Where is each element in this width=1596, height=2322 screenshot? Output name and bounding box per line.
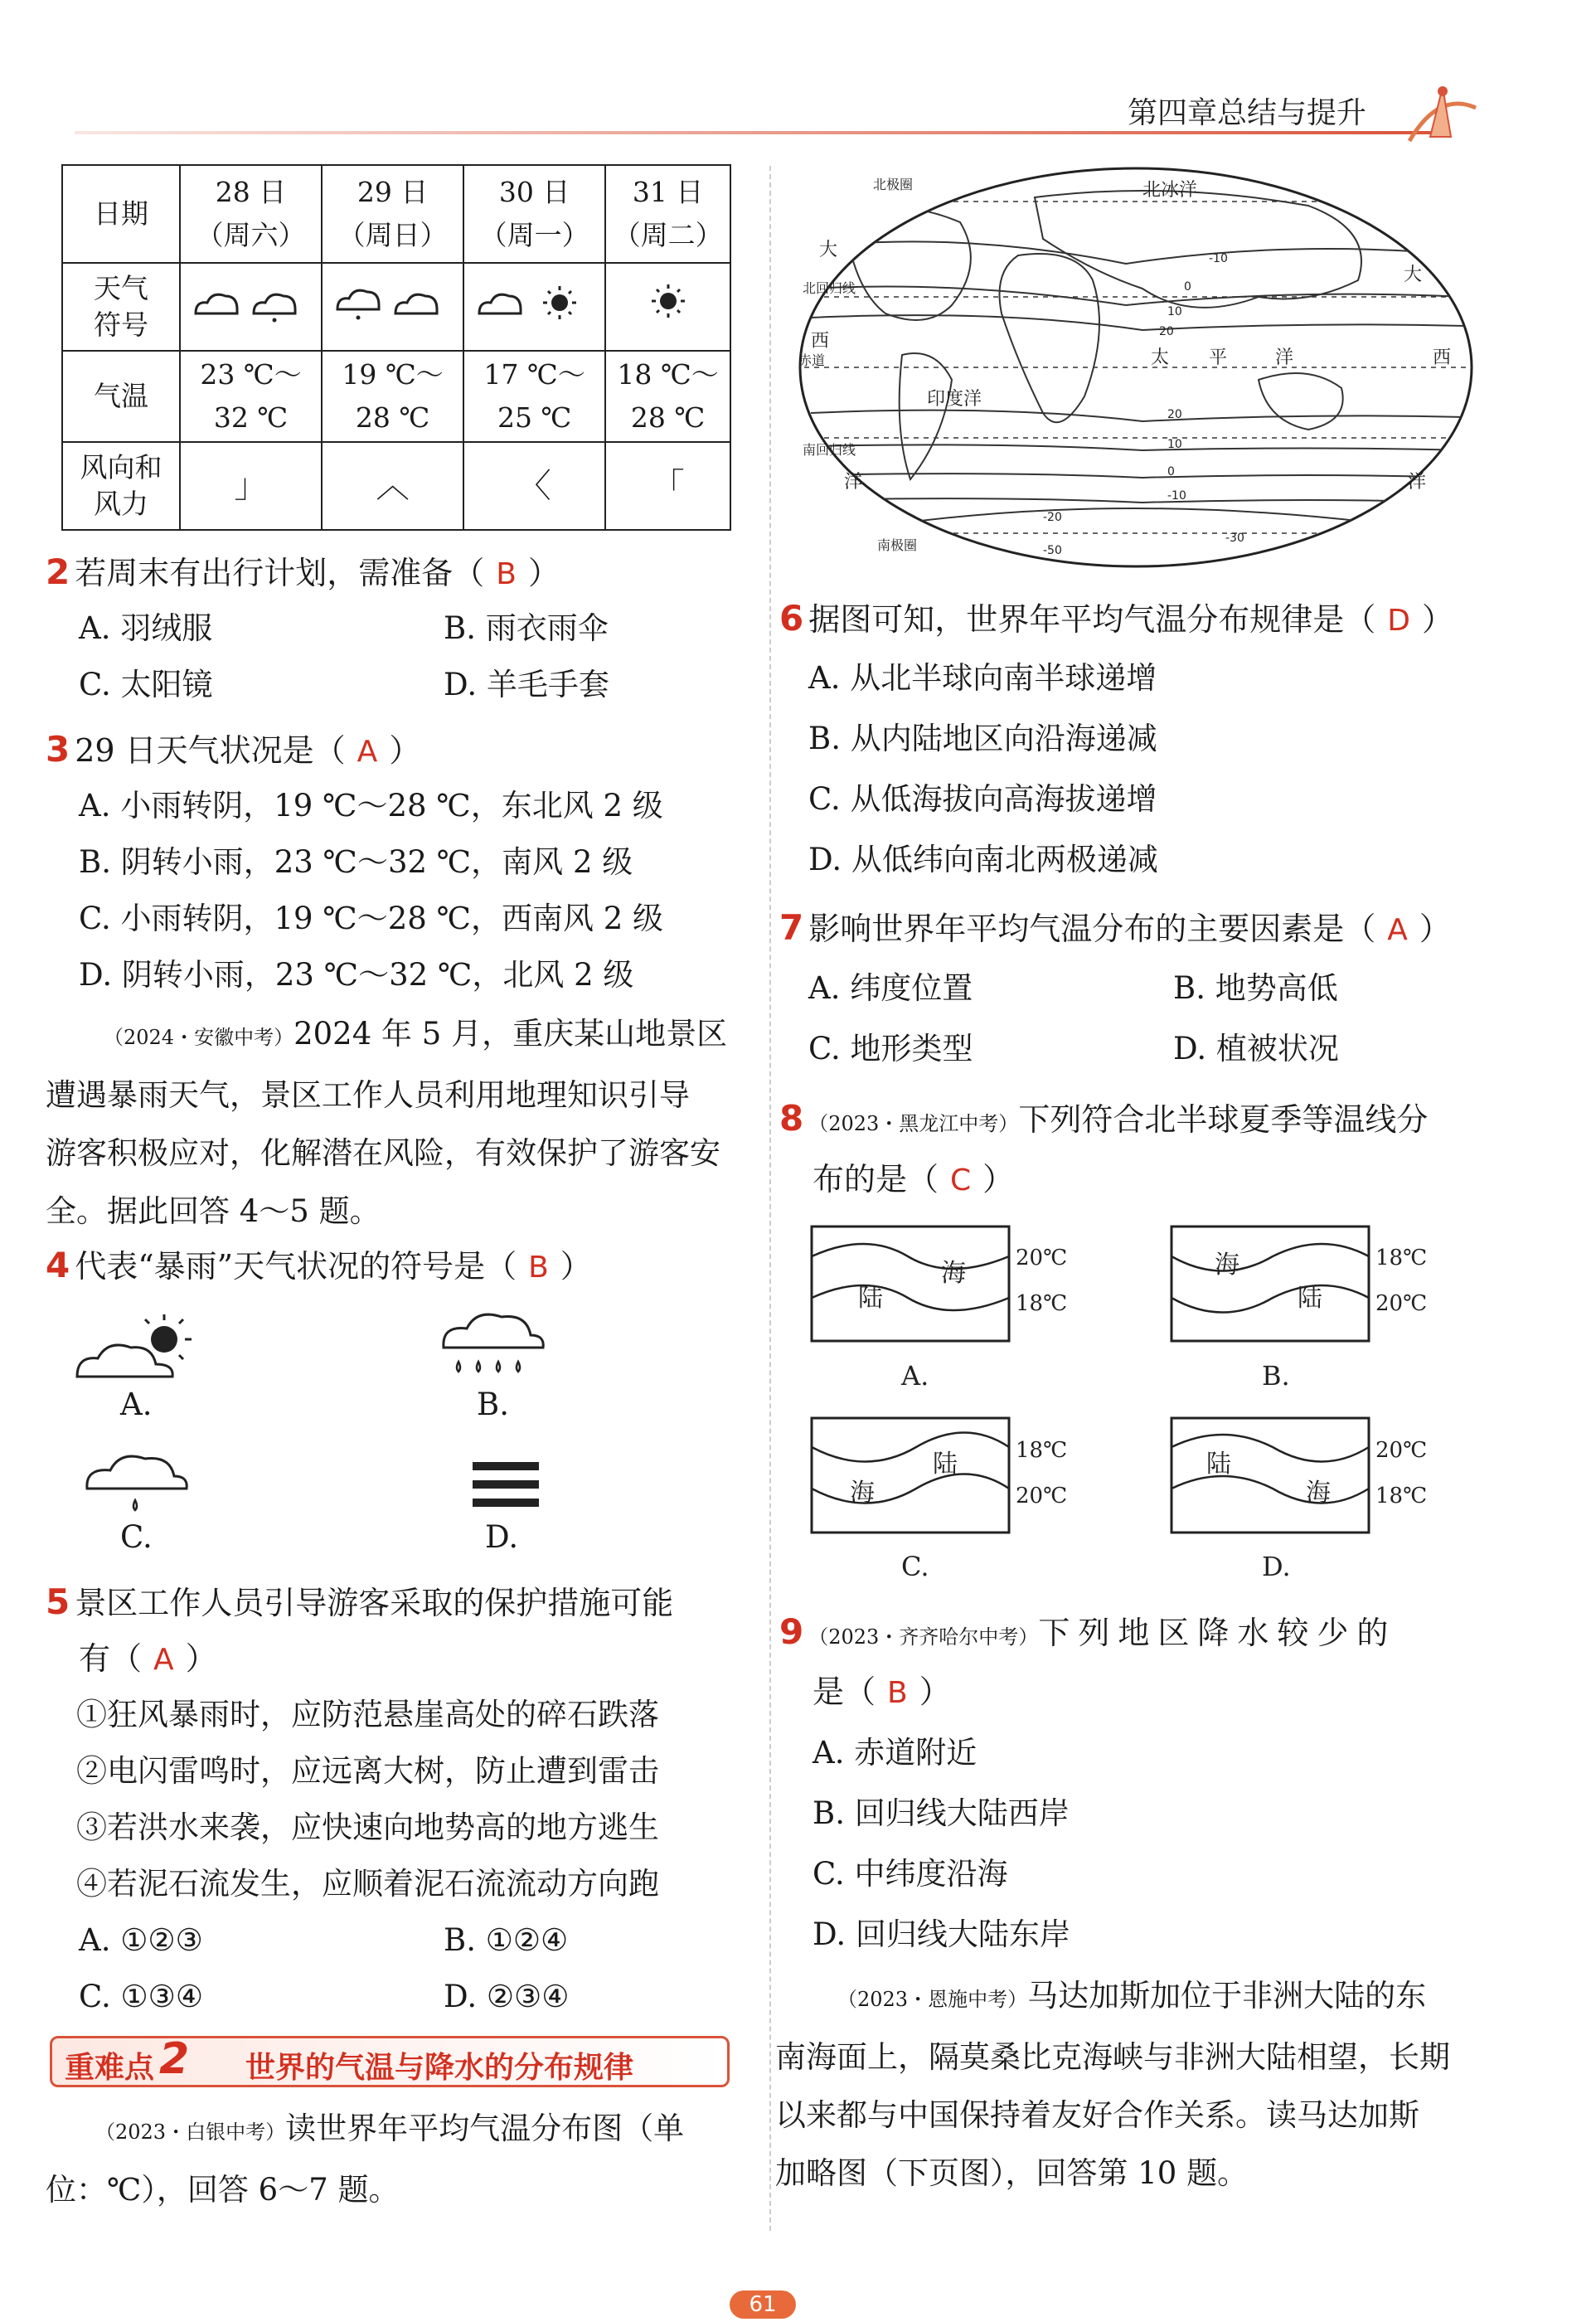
map-label: 南回归线 bbox=[803, 442, 856, 458]
isotherm-line bbox=[812, 1433, 1009, 1462]
diagram-b-frame bbox=[1172, 1227, 1369, 1341]
list-item: ②电闪雷鸣时，应远离大树，防止遭到雷击 bbox=[76, 1753, 659, 1789]
option: B. ①②④ bbox=[444, 1922, 569, 1958]
diagram-a-frame bbox=[812, 1227, 1009, 1341]
isotherm-label: -10 bbox=[1209, 252, 1228, 265]
question-9: 9 （2023・齐齐哈尔中考）下列地区降水较少的 bbox=[779, 1611, 1397, 1652]
diagram-word: 陆 bbox=[933, 1450, 958, 1479]
source-tag: （2023・恩施中考） bbox=[837, 1988, 1028, 2011]
weather-symbol-cell bbox=[180, 263, 322, 351]
page-number: 61 bbox=[730, 2290, 796, 2319]
temp-label: 20℃ bbox=[1375, 1438, 1428, 1463]
option-label: D. bbox=[1262, 1551, 1291, 1582]
date-cell: 31 日 （周二） bbox=[605, 165, 730, 263]
source-tag: （2023・齐齐哈尔中考） bbox=[808, 1625, 1039, 1649]
weather-forecast-table bbox=[61, 164, 731, 531]
option-label: B. bbox=[477, 1387, 509, 1422]
map-label: 赤道 bbox=[798, 352, 826, 368]
option: B. 阴转小雨，23 ℃～32 ℃，南风 2 级 bbox=[79, 844, 633, 880]
option: D. 阴转小雨，23 ℃～32 ℃，北风 2 级 bbox=[79, 957, 634, 993]
option: C. 中纬度沿海 bbox=[813, 1856, 1008, 1892]
world-annual-temperature-map bbox=[794, 164, 1478, 571]
source-tag: （2023・白银中考） bbox=[95, 2120, 286, 2144]
answer: A bbox=[1387, 913, 1408, 947]
table-row bbox=[62, 165, 730, 263]
map-label: 洋 bbox=[1275, 347, 1294, 368]
question-5-cont: 有（ A ） bbox=[79, 1640, 217, 1677]
map-label: 洋 bbox=[1408, 472, 1427, 493]
option-label: D. bbox=[485, 1519, 519, 1555]
option: D. ②③④ bbox=[444, 1979, 570, 2014]
option: B. 雨衣雨伞 bbox=[444, 610, 609, 646]
map-label: 太 bbox=[1151, 347, 1170, 368]
option: B. 地势高低 bbox=[1173, 970, 1338, 1006]
map-label: 大 bbox=[1404, 265, 1423, 285]
row-label-wind: 风向和 风力 bbox=[62, 442, 180, 530]
answer: D bbox=[1387, 604, 1410, 638]
passage-6-7: （2023・白银中考）读世界年平均气温分布图（单 位：℃），回答 6～7 题。 bbox=[46, 2111, 685, 2208]
temp-cell: 19 ℃～ 28 ℃ bbox=[322, 351, 463, 442]
question-4: 4 代表“暴雨”天气状况的符号是（ B ） bbox=[46, 1245, 592, 1285]
table-row bbox=[62, 351, 730, 442]
option: C. 地形类型 bbox=[808, 1031, 973, 1066]
isotherm-line bbox=[812, 1474, 1009, 1503]
row-label-temp: 气温 bbox=[62, 351, 180, 442]
compass-logo-icon bbox=[1393, 75, 1484, 149]
answer: B bbox=[887, 1676, 908, 1710]
diagram-word: 海 bbox=[1306, 1479, 1331, 1508]
option: B. 从内陆地区向沿海递减 bbox=[808, 721, 1157, 756]
map-label: 洋 bbox=[844, 472, 863, 493]
temp-cell: 17 ℃～ 25 ℃ bbox=[463, 351, 605, 442]
map-label: 北冰洋 bbox=[1142, 180, 1198, 201]
option: D. 植被状况 bbox=[1173, 1031, 1339, 1066]
source-tag: （2024・安徽中考） bbox=[104, 1026, 294, 1049]
map-label: 南极圈 bbox=[877, 537, 918, 553]
temp-cell: 23 ℃～ 32 ℃ bbox=[180, 351, 322, 442]
map-label: 大 bbox=[819, 240, 838, 260]
question-8-cont: 布的是（ C ） bbox=[813, 1161, 1015, 1197]
weather-symbol-cell bbox=[463, 263, 605, 351]
option: A. 小雨转阴，19 ℃～28 ℃，东北风 2 级 bbox=[79, 788, 663, 823]
wind-symbol-cell: ︿ bbox=[322, 442, 463, 530]
isotherm-label: 20 bbox=[1159, 325, 1174, 338]
diagram-word: 海 bbox=[1215, 1251, 1239, 1280]
option: A. 羽绒服 bbox=[79, 610, 213, 646]
row-label-date: 日期 bbox=[62, 165, 180, 263]
temp-label: 20℃ bbox=[1016, 1484, 1068, 1508]
temp-label: 18℃ bbox=[1016, 1291, 1068, 1316]
temp-label: 18℃ bbox=[1375, 1246, 1428, 1270]
source-tag: （2023・黑龙江中考） bbox=[808, 1112, 1019, 1135]
option-label: C. bbox=[120, 1519, 153, 1555]
question-6: 6 据图可知，世界年平均气温分布规律是（ D ） bbox=[779, 598, 1453, 639]
isotherm-line bbox=[1172, 1476, 1369, 1503]
option: C. 太阳镜 bbox=[79, 667, 213, 702]
sunny-icon bbox=[635, 276, 701, 326]
table-row bbox=[62, 442, 730, 530]
option: A. ①②③ bbox=[79, 1922, 203, 1958]
wind-symbol-cell: 「 bbox=[605, 442, 730, 530]
option: D. 羊毛手套 bbox=[444, 667, 609, 702]
isotherm-label: -30 bbox=[1225, 532, 1244, 545]
wind-symbol-cell: 〈 bbox=[463, 442, 605, 530]
option: B. 回归线大陆西岸 bbox=[813, 1795, 1070, 1831]
option: C. 从低海拔向高海拔递增 bbox=[808, 781, 1157, 817]
map-label: 平 bbox=[1209, 347, 1228, 368]
map-label: 印度洋 bbox=[927, 389, 982, 410]
date-cell: 29 日 （周日） bbox=[322, 165, 463, 263]
map-label: 西 bbox=[1433, 347, 1452, 368]
isotherm-label: 0 bbox=[1184, 280, 1191, 294]
weather-symbol-cell bbox=[605, 263, 730, 351]
wind-symbol-cell: 」 bbox=[180, 442, 322, 530]
option: C. ①③④ bbox=[79, 1979, 204, 2014]
isotherm-label: 10 bbox=[1167, 305, 1182, 318]
list-item: ③若洪水来袭，应快速向地势高的地方逃生 bbox=[76, 1810, 659, 1845]
passage-10: （2023・恩施中考）马达加斯加位于非洲大陆的东 南海面上，隔莫桑比克海峡与非洲大陆相望，长期 以来都与中国保持着友好合作关系。读马达加斯 加略图（下页图），回答第 10 题。 bbox=[775, 1978, 1450, 2191]
option-label: A. bbox=[120, 1387, 153, 1422]
option-label: C. bbox=[901, 1551, 929, 1582]
diagram-word: 陆 bbox=[1206, 1450, 1231, 1479]
question-8: 8 （2023・黑龙江中考）下列符合北半球夏季等温线分 bbox=[779, 1098, 1429, 1139]
question-3: 3 29 日天气状况是（ A ） bbox=[46, 729, 421, 770]
temp-label: 20℃ bbox=[1375, 1291, 1428, 1316]
list-item: ④若泥石流发生，应顺着泥石流流动方向跑 bbox=[76, 1866, 659, 1902]
weather-symbol-cell bbox=[322, 263, 463, 351]
fog-icon bbox=[468, 1455, 543, 1513]
temp-label: 18℃ bbox=[1016, 1438, 1068, 1463]
diagram-word: 海 bbox=[850, 1479, 875, 1508]
header-divider bbox=[75, 131, 1443, 134]
option: A. 赤道附近 bbox=[813, 1735, 977, 1771]
isotherm-label: 0 bbox=[1167, 465, 1175, 478]
option: A. 从北半球向南半球递增 bbox=[808, 660, 1157, 696]
map-label: 北回归线 bbox=[803, 280, 856, 296]
light-rain-to-cloudy-icon bbox=[331, 276, 455, 326]
option-label: A. bbox=[901, 1360, 929, 1392]
isotherm-label: -10 bbox=[1167, 489, 1186, 503]
partly-cloudy-icon bbox=[73, 1302, 206, 1385]
question-2: 2 若周末有出行计划，需准备（ B ） bbox=[46, 551, 560, 592]
answer: B bbox=[528, 1251, 549, 1285]
option: A. 纬度位置 bbox=[808, 970, 973, 1006]
temp-label: 20℃ bbox=[1016, 1246, 1068, 1270]
isotherm-label: 10 bbox=[1167, 438, 1182, 451]
section-header: 重难点 2 世界的气温与降水的分布规律 bbox=[50, 2036, 730, 2087]
answer: A bbox=[357, 735, 378, 769]
temp-cell: 18 ℃～ 28 ℃ bbox=[605, 351, 730, 442]
answer: C bbox=[950, 1163, 972, 1197]
option: C. 小雨转阴，19 ℃～28 ℃，西南风 2 级 bbox=[79, 901, 664, 936]
isotherm-line bbox=[812, 1285, 1009, 1310]
answer: B bbox=[496, 557, 517, 591]
list-item: ①狂风暴雨时，应防范悬崖高处的碎石跌落 bbox=[76, 1697, 659, 1732]
option-label: B. bbox=[1262, 1360, 1290, 1392]
question-7: 7 影响世界年平均气温分布的主要因素是（ A ） bbox=[779, 907, 1451, 948]
row-label-symbol: 天气 符号 bbox=[62, 263, 180, 351]
rainstorm-icon bbox=[435, 1302, 551, 1385]
question-9-cont: 是（ B ） bbox=[813, 1673, 951, 1710]
isotherm-line bbox=[1172, 1285, 1369, 1313]
isotherm-line bbox=[1172, 1435, 1369, 1462]
isotherm-label: -50 bbox=[1043, 544, 1062, 557]
table-row bbox=[62, 263, 730, 351]
map-label: 北极圈 bbox=[873, 177, 914, 192]
isotherm-line bbox=[812, 1244, 1009, 1269]
option: D. 回归线大陆东岸 bbox=[813, 1916, 1070, 1952]
question-5: 5 景区工作人员引导游客采取的保护措施可能 bbox=[46, 1581, 674, 1622]
column-divider bbox=[769, 166, 771, 2231]
passage-4-5: （2024・安徽中考）2024 年 5 月，重庆某山地景区 遭遇暴雨天气，景区工作人员利用地理知识引导 游客积极应对，化解潜在风险，有效保护了游客安 全。据此回答 4～5 题。 bbox=[46, 1016, 728, 1229]
isotherm-options-diagram bbox=[808, 1223, 1455, 1605]
diagram-word: 海 bbox=[941, 1259, 966, 1288]
answer: A bbox=[153, 1643, 174, 1677]
isotherm-label: -20 bbox=[1043, 511, 1062, 524]
isotherm-line bbox=[1172, 1244, 1369, 1271]
chapter-title: 第四章总结与提升 bbox=[1128, 96, 1367, 130]
diagram-d-frame bbox=[1172, 1418, 1369, 1533]
temp-label: 18℃ bbox=[1375, 1484, 1428, 1508]
cloudy-to-sunny-icon bbox=[473, 276, 597, 326]
option: D. 从低纬向南北两极递减 bbox=[808, 842, 1158, 877]
diagram-word: 陆 bbox=[858, 1284, 883, 1313]
isotherm-label: 20 bbox=[1167, 408, 1182, 421]
cloudy-to-light-rain-icon bbox=[189, 276, 313, 326]
map-label: 西 bbox=[811, 331, 830, 352]
date-cell: 30 日 （周一） bbox=[463, 165, 605, 263]
date-cell: 28 日 （周六） bbox=[180, 165, 322, 263]
diagram-word: 陆 bbox=[1298, 1284, 1322, 1313]
